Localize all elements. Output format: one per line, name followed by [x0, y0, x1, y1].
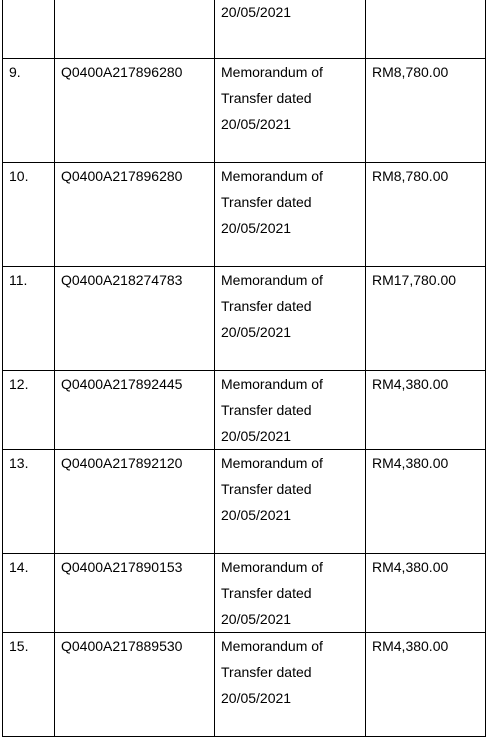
amount-cell: RM4,380.00: [366, 554, 486, 633]
description-line: 20/05/2021: [221, 116, 292, 132]
row-number-cell: [3, 0, 55, 59]
description-line: 20/05/2021: [221, 428, 292, 444]
amount-cell: RM8,780.00: [366, 59, 486, 163]
reference-cell: Q0400A217892120: [55, 450, 215, 554]
reference-cell: [55, 0, 215, 59]
amount-cell: RM8,780.00: [366, 163, 486, 267]
description-line: Memorandum of: [221, 64, 323, 80]
amount-cell: RM4,380.00: [366, 633, 486, 737]
row-number-cell: 13.: [3, 450, 55, 554]
table-row: [3, 450, 486, 554]
description-line: 20/05/2021: [221, 611, 292, 627]
table-row: [3, 0, 486, 59]
description-cell: [215, 633, 366, 737]
description-line: Transfer dated: [221, 664, 312, 680]
row-number-cell: 10.: [3, 163, 55, 267]
description-line: Transfer dated: [221, 90, 312, 106]
description-line: Transfer dated: [221, 194, 312, 210]
reference-cell: Q0400A217896280: [55, 163, 215, 267]
reference-cell: Q0400A217896280: [55, 59, 215, 163]
description-line: 20/05/2021: [221, 220, 292, 236]
description-line: Memorandum of: [221, 168, 323, 184]
amount-cell: RM17,780.00: [366, 267, 486, 371]
description-cell: [215, 59, 366, 163]
table-row: [3, 163, 486, 267]
row-number-cell: 15.: [3, 633, 55, 737]
description-line: Memorandum of: [221, 376, 323, 392]
description-line: Memorandum of: [221, 559, 323, 575]
description-line: 20/05/2021: [221, 4, 292, 20]
description-line: Transfer dated: [221, 298, 312, 314]
table-row: [3, 554, 486, 633]
description-cell: [215, 163, 366, 267]
table-row: [3, 633, 486, 737]
description-line: 20/05/2021: [221, 507, 292, 523]
description-cell: [215, 450, 366, 554]
table-row: [3, 371, 486, 450]
amount-cell: [366, 0, 486, 59]
transfer-table: [2, 0, 486, 737]
description-cell: [215, 267, 366, 371]
amount-cell: RM4,380.00: [366, 371, 486, 450]
description-line: Memorandum of: [221, 272, 323, 288]
reference-cell: Q0400A217890153: [55, 554, 215, 633]
row-number-cell: 9.: [3, 59, 55, 163]
description-line: Transfer dated: [221, 585, 312, 601]
amount-cell: RM4,380.00: [366, 450, 486, 554]
description-line: 20/05/2021: [221, 324, 292, 340]
description-cell: [215, 371, 366, 450]
description-cell: [215, 0, 366, 59]
description-line: 20/05/2021: [221, 690, 292, 706]
table-row: [3, 59, 486, 163]
reference-cell: Q0400A218274783: [55, 267, 215, 371]
row-number-cell: 11.: [3, 267, 55, 371]
row-number-cell: 14.: [3, 554, 55, 633]
description-line: Transfer dated: [221, 481, 312, 497]
reference-cell: Q0400A217892445: [55, 371, 215, 450]
description-line: Transfer dated: [221, 402, 312, 418]
table-row: [3, 267, 486, 371]
description-line: Memorandum of: [221, 638, 323, 654]
description-line: Memorandum of: [221, 455, 323, 471]
row-number-cell: 12.: [3, 371, 55, 450]
description-cell: [215, 554, 366, 633]
reference-cell: Q0400A217889530: [55, 633, 215, 737]
